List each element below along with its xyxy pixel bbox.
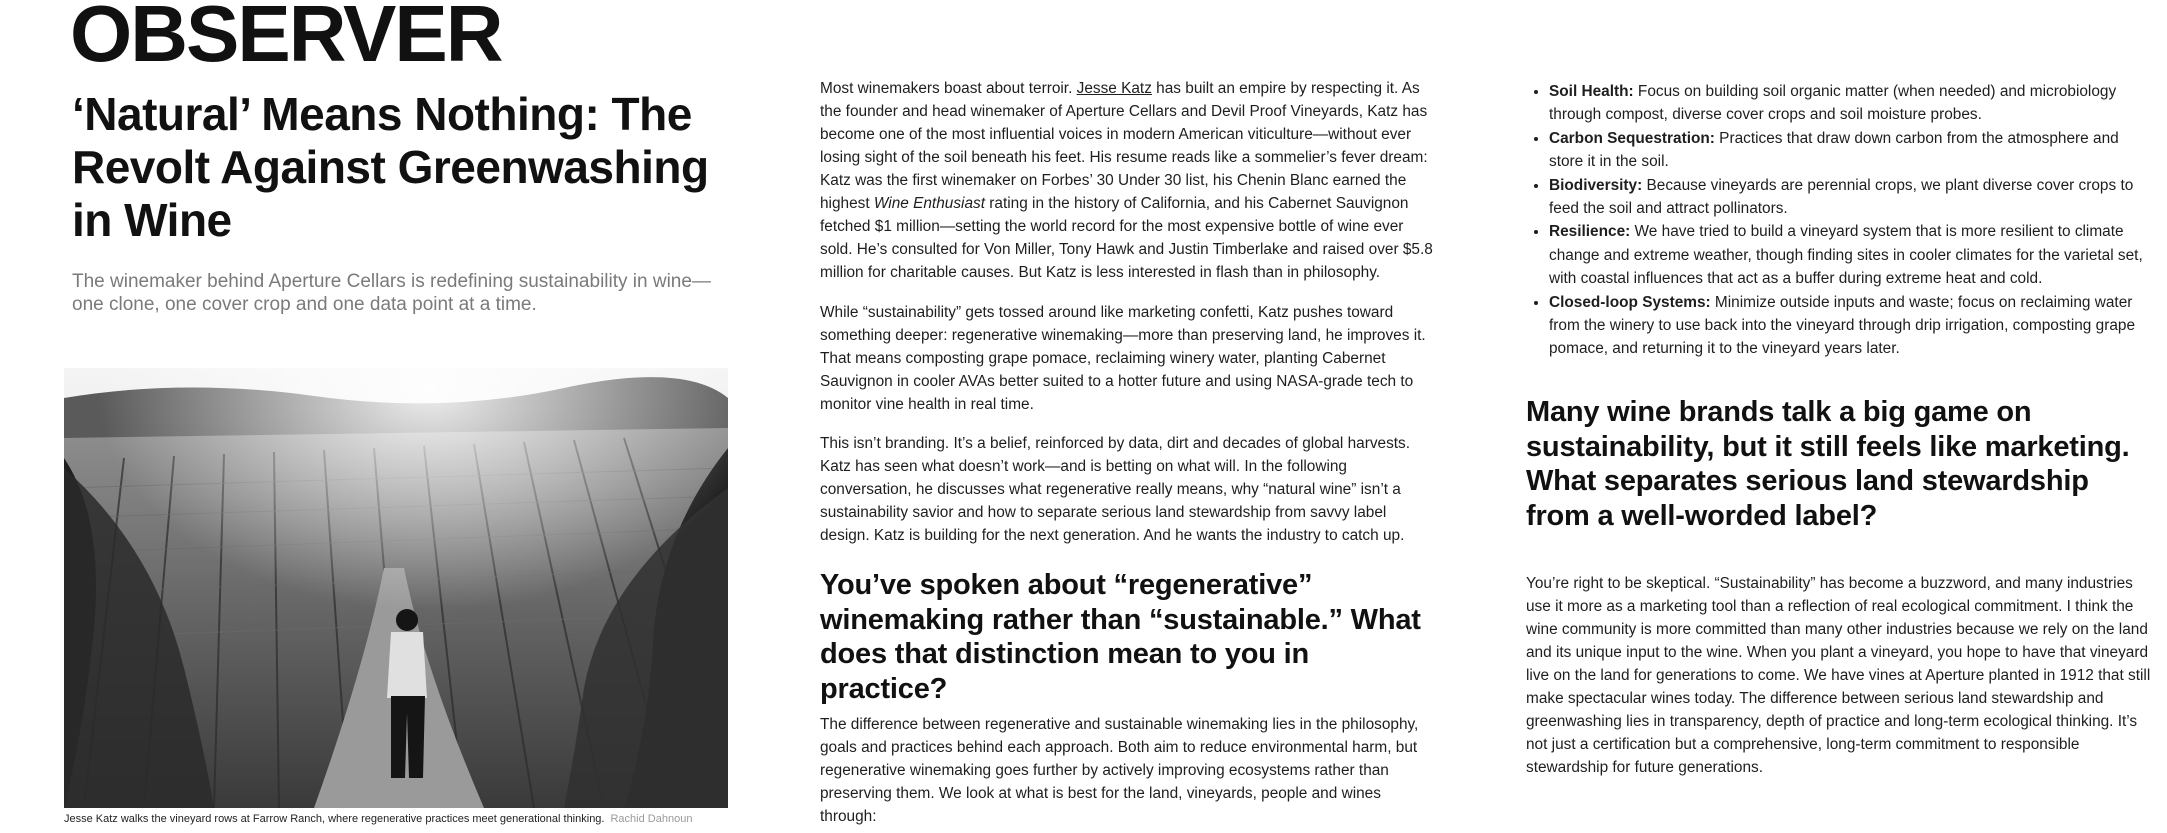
photo-caption xyxy=(64,813,764,825)
question-2: Many wine brands talk a big game on sustainability, but it still feels like marketing. What separates serious land stewardship from a well-worded label? xyxy=(1526,396,2130,532)
bullet-text: We have tried to build a vineyard system that is more resilient to climate change and extreme weather, though finding sites in cooler climates for the varietal set, with coastal influences that act as a buffer during extreme heat and cold. xyxy=(1549,223,2143,288)
answer-2: You’re right to be skeptical. “Sustainability” has become a buzzword, and many industries use it more as a marketing tool than a reflection of real ecological commitment. I think the wine community is more committed than many other industries because we rely on the land and its unique input to the wine. When you plant a vineyard, you hope to have that vineyard live on the land for generations to come. We have vines at Aperture planted in 1912 that still make spectacular wines today. The difference between serious land stewardship and greenwashing lies in transparency, depth of practice and long-term ecological thinking. It’s not just a certification but a comprehensive, long-term commitment to responsible stewardship for future generations. xyxy=(1526,575,2151,776)
jesse-katz-link[interactable]: Jesse Katz xyxy=(1076,80,1152,97)
intro-paragraph xyxy=(820,77,1440,284)
article-headline: ‘Natural’ Means Nothing: The Revolt Against Greenwashing in Wine xyxy=(72,88,709,246)
body-paragraph-3: This isn’t branding. It’s a belief, reinforced by data, dirt and decades of global harvests. Katz has seen what doesn’t work—and is betting on what will. In the following conversation, he discusses what regenerative really means, why “natural wine” isn’t a sustainability savior and how to separate serious land stewardship from savvy label design. Katz is building for the next generation. And he wants the industry to catch up. xyxy=(820,435,1411,544)
observer-logo[interactable]: OBSERVER xyxy=(70,0,502,78)
photo-credit: Rachid Dahnoun xyxy=(610,813,693,825)
intro-text-start: Most winemakers boast about terroir. xyxy=(820,80,1077,97)
intro-text-end: rating in the history of California, and his Cabernet Sauvignon fetched $1 million—setting the world record for the most expensive bottle of wine ever sold. He’s consulted for Von Miller, Tony Hawk and Justin Timberlake and raised over $5.8 million for charitable causes. But Katz is less interested in flash than in philosophy. xyxy=(820,195,1433,281)
bullet-term: Resilience: xyxy=(1549,223,1631,241)
intro-text-middle: has built an empire by respecting it. As the founder and head winemaker of Aperture Cellars and Devil Proof Vineyards, Katz has become one of the most influential voices in modern American viticulture—without ever losing sight of the soil beneath his feet. His resume reads like a sommelier’s fever dream: Katz was the first winemaker on Forbes’ 30 Under 30 list, his Chenin Blanc earned the highest xyxy=(820,80,1428,212)
article-dek: The winemaker behind Aperture Cellars is redefining sustainability in wine—one clone, one cover crop and one data point at a time. xyxy=(72,271,711,315)
list-item xyxy=(1549,291,2149,361)
bullet-term: Closed-loop Systems: xyxy=(1549,293,1711,311)
question-1: You’ve spoken about “regenerative” winemaking rather than “sustainable.” What does that distinction mean to you in practice? xyxy=(820,569,1421,705)
regenerative-practices-list xyxy=(1526,80,2149,361)
bullet-text: Minimize outside inputs and waste; focus on reclaiming water from the winery to use back into the vineyard through drip irrigation, composting grape pomace, and returning it to the vineyard years later. xyxy=(1549,293,2136,358)
list-item xyxy=(1549,80,2149,127)
caption-text: Jesse Katz walks the vineyard rows at Farrow Ranch, where regenerative practices meet generational thinking. xyxy=(64,813,605,825)
answer-1: The difference between regenerative and sustainable winemaking lies in the philosophy, goals and practices behind each approach. Both aim to reduce environmental harm, but regenerative winemaking goes further by actively improving ecosystems rather than preserving them. We look at what is best for the land, vineyards, people and wines through: xyxy=(820,716,1419,825)
bullet-term: Biodiversity: xyxy=(1549,176,1643,194)
wine-enthusiast-italic: Wine Enthusiast xyxy=(873,195,985,212)
bullet-text: Because vineyards are perennial crops, we plant diverse cover crops to feed the soil and attract pollinators. xyxy=(1549,176,2134,218)
vineyard-photo xyxy=(64,368,728,808)
bullet-term: Soil Health: xyxy=(1549,83,1634,100)
bullet-text: Focus on building soil organic matter (when needed) and microbiology through compost, diverse cover crops and soil moisture probes. xyxy=(1549,83,2117,124)
body-paragraph-2: While “sustainability” gets tossed around like marketing confetti, Katz pushes toward something deeper: regenerative winemaking—more than preserving land, he improves it. That means composting grape pomace, reclaiming winery water, planting Cabernet Sauvignon in cooler AVAs better suited to a hotter future and using NASA-grade tech to monitor vine health in real time. xyxy=(820,304,1426,413)
list-item xyxy=(1549,127,2149,174)
bullet-term: Carbon Sequestration: xyxy=(1549,129,1715,147)
list-item xyxy=(1549,220,2149,290)
bullet-text: Practices that draw down carbon from the atmosphere and store it in the soil. xyxy=(1549,129,2119,171)
list-item xyxy=(1549,174,2149,221)
